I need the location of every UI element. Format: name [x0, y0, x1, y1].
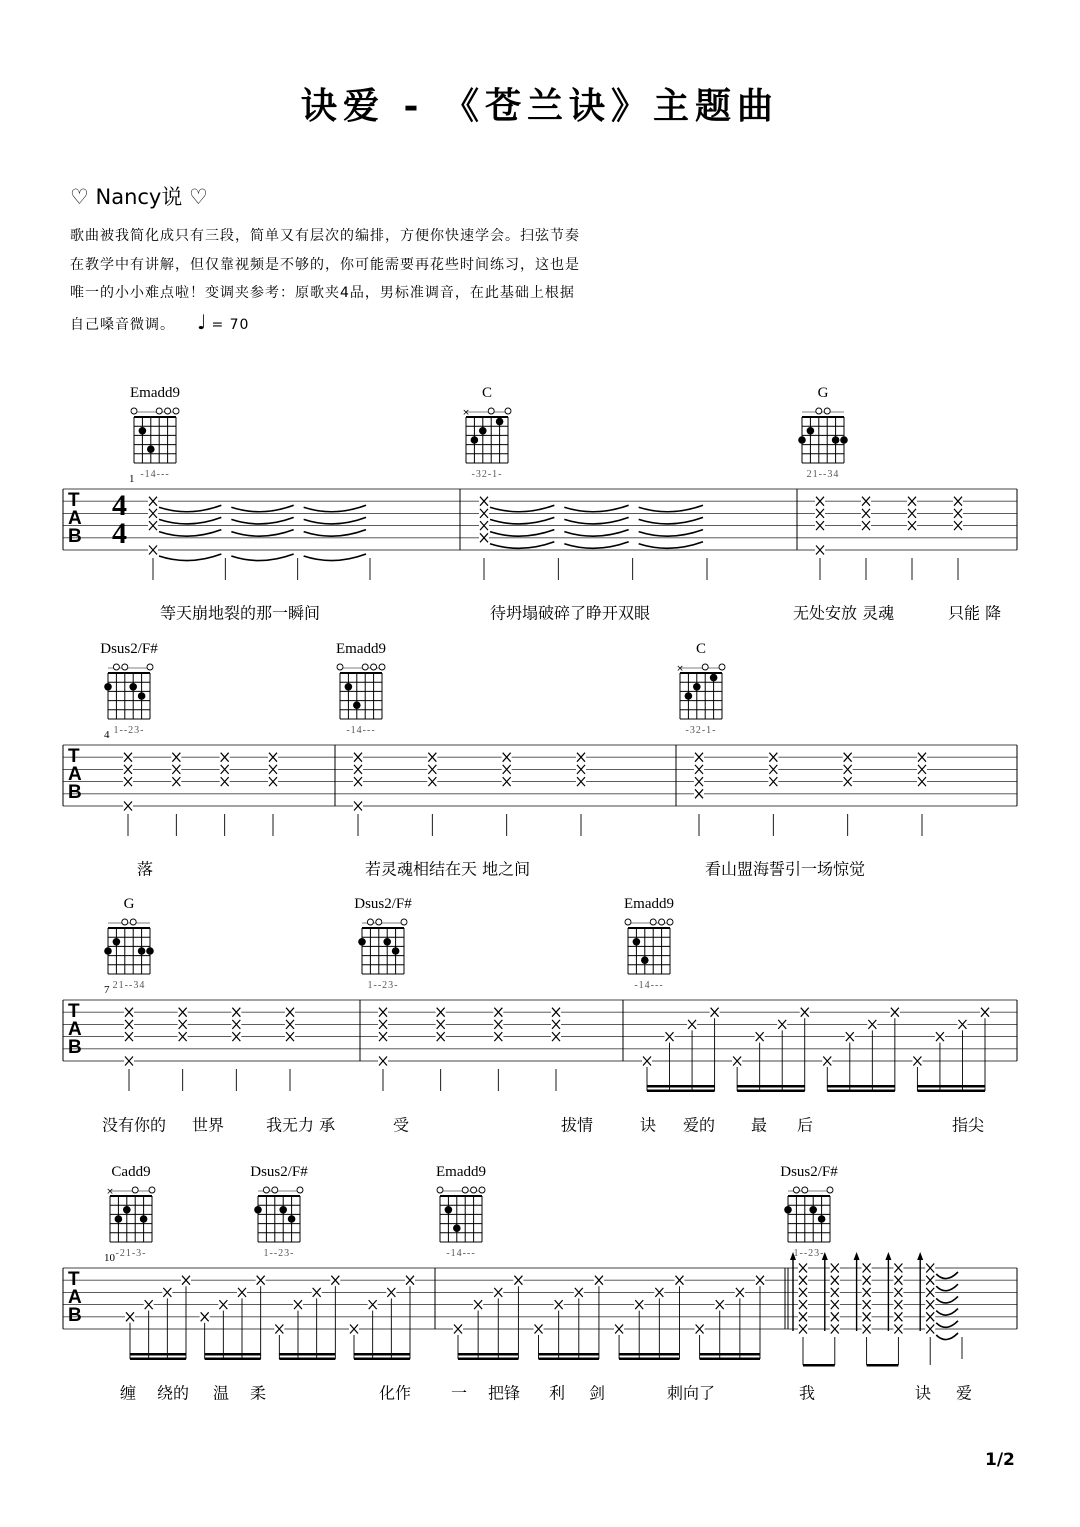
finger-dot [254, 1206, 262, 1214]
chord-diagram [336, 641, 386, 736]
finger-dot [633, 938, 641, 946]
chord-diagram [462, 385, 511, 480]
beam [827, 1090, 895, 1093]
lyric-text: 最 [751, 1115, 768, 1135]
measure-number: 7 [104, 984, 110, 996]
chord-fingering: 1--23- [793, 1248, 825, 1259]
measure-number: 1 [129, 473, 135, 485]
quarter-note-icon: ♩ [197, 309, 208, 334]
chord-fingering: -14--- [446, 1248, 476, 1259]
beam [539, 1358, 599, 1361]
lyric-text: 诀 [640, 1115, 657, 1135]
chord-fingering: 21--34 [112, 980, 146, 991]
open-string-icon [376, 919, 382, 925]
open-string-icon [816, 408, 822, 414]
beam [917, 1085, 985, 1088]
open-string-icon [488, 408, 494, 414]
finger-dot [123, 1206, 131, 1214]
finger-dot [146, 947, 154, 955]
chord-name: C [695, 641, 707, 657]
open-string-icon [659, 919, 665, 925]
open-string-icon [272, 1187, 278, 1193]
open-string-icon [471, 1187, 477, 1193]
finger-dot [693, 683, 701, 691]
finger-dot [784, 1206, 792, 1214]
beam [647, 1085, 715, 1088]
finger-dot [685, 692, 693, 700]
tie-arc [936, 1296, 958, 1303]
tab-clef-letter: T [68, 1269, 80, 1290]
tie-arc [231, 530, 293, 537]
chord-fingering: 21--34 [806, 469, 840, 480]
open-string-icon [650, 919, 656, 925]
chord-diagram [104, 896, 154, 991]
measure [125, 1275, 415, 1360]
beam [647, 1090, 715, 1093]
measure-number: 4 [104, 729, 110, 741]
open-string-icon [827, 1187, 833, 1193]
open-string-icon [625, 919, 631, 925]
finger-dot [471, 436, 479, 444]
open-string-icon [462, 1187, 468, 1193]
lyric-text: 后 [797, 1115, 814, 1135]
lyric-text: 等天崩地裂的那一瞬间 [160, 603, 321, 623]
tie-arc [490, 505, 554, 512]
tie-arc [231, 517, 293, 524]
beam [539, 1353, 599, 1356]
tie-arc [159, 554, 221, 561]
beam [737, 1085, 805, 1088]
beam [130, 1353, 186, 1356]
lyric-text: 把锋 [488, 1383, 521, 1403]
tie-arc [304, 517, 366, 524]
chord-diagram [676, 641, 725, 736]
tie-arc [936, 1309, 958, 1316]
tie-arc [159, 517, 221, 524]
lyric-text: 只能 降 [948, 603, 1002, 623]
finger-dot [710, 674, 718, 682]
chord-name: Dsus2/F# [250, 1164, 308, 1180]
intro-line: 唯一的小小难点啦！变调夹参考：原歌夹4品，男标准调音，在此基础上根据 [70, 285, 575, 301]
tab-clef-letter: T [68, 490, 80, 511]
finger-dot [147, 445, 155, 453]
open-string-icon [667, 919, 673, 925]
beam [279, 1358, 335, 1361]
beam [619, 1353, 679, 1356]
tab-clef-letter: T [68, 1001, 80, 1022]
open-string-icon [173, 408, 179, 414]
chord-fingering: 1--23- [263, 1248, 295, 1259]
finger-dot [104, 947, 112, 955]
open-string-icon [131, 408, 137, 414]
tie-arc [639, 505, 703, 512]
tie-arc [564, 542, 628, 549]
chord-name: Dsus2/F# [100, 641, 158, 657]
finger-dot [383, 938, 391, 946]
chord-name: Emadd9 [436, 1164, 486, 1180]
tie-arc [639, 530, 703, 537]
finger-dot [138, 692, 146, 700]
chord-diagram [354, 896, 412, 991]
chord-diagram [130, 385, 180, 480]
tab-clef-letter: T [68, 746, 80, 767]
tie-arc [639, 542, 703, 549]
lyric-text: 没有你的 [102, 1115, 167, 1135]
tie-arc [564, 530, 628, 537]
tab-clef-letter: A [68, 1287, 82, 1308]
beam [867, 1364, 899, 1367]
open-string-icon [437, 1187, 443, 1193]
intro-line: 歌曲被我简化成只有三段，简单又有层次的编排，方便你快速学会。扫弦节奏 [70, 228, 580, 244]
beam [279, 1353, 335, 1356]
open-string-icon [149, 1187, 155, 1193]
chord-fingering: -14--- [346, 725, 376, 736]
finger-dot [798, 436, 806, 444]
tie-arc [304, 530, 366, 537]
open-string-icon [702, 664, 708, 670]
time-signature-bottom: 4 [112, 517, 127, 550]
tempo-value: = 70 [211, 316, 250, 333]
open-string-icon [367, 919, 373, 925]
measure [453, 1275, 765, 1360]
tie-arc [564, 505, 628, 512]
open-string-icon [165, 408, 171, 414]
tie-arc [639, 517, 703, 524]
chord-name: G [123, 896, 135, 912]
tab-system [63, 1252, 1017, 1367]
chord-name: C [481, 385, 493, 401]
chord-fingering: -32-1- [685, 725, 717, 736]
beam [827, 1085, 895, 1088]
beam [458, 1358, 518, 1361]
tie-arc [304, 554, 366, 561]
song-title: 诀爱 - 《苍兰诀》主题曲 [300, 85, 779, 127]
open-string-icon [337, 664, 343, 670]
open-string-icon [719, 664, 725, 670]
lyric-text: 拔情 [561, 1115, 594, 1135]
open-string-icon [824, 408, 830, 414]
lyric-text: 缠 [120, 1383, 137, 1403]
finger-dot [129, 683, 137, 691]
open-string-icon [122, 919, 128, 925]
intro-line: 在教学中有讲解，但仅靠视频是不够的，你可能需要再花些时间练习，这也是 [70, 256, 580, 273]
finger-dot [140, 1215, 148, 1223]
lyric-text: 落 [137, 859, 154, 879]
muted-string-icon: × [106, 1187, 114, 1197]
beam [130, 1358, 186, 1361]
open-string-icon [263, 1187, 269, 1193]
open-string-icon [802, 1187, 808, 1193]
chord-diagram [250, 1164, 308, 1259]
tie-arc [159, 505, 221, 512]
open-string-icon [793, 1187, 799, 1193]
tab-system [63, 729, 1017, 836]
arrow-head-icon [885, 1252, 891, 1260]
tie-arc [936, 1272, 958, 1279]
finger-dot [138, 947, 146, 955]
intro-line: 自己嗓音微调。 [70, 316, 175, 333]
finger-dot [288, 1215, 296, 1223]
lyric-text: 世界 [192, 1115, 225, 1135]
chord-fingering: 1--23- [367, 980, 399, 991]
open-string-icon [147, 664, 153, 670]
tie-arc [231, 505, 293, 512]
chord-diagram [624, 896, 674, 991]
chord-diagram [780, 1164, 838, 1259]
chord-fingering: -32-1- [471, 469, 503, 480]
finger-dot [139, 427, 147, 435]
finger-dot [392, 947, 400, 955]
open-string-icon [122, 664, 128, 670]
tab-clef-letter: A [68, 1019, 82, 1040]
lyric-text: 爱 [956, 1383, 973, 1403]
page-number: 1/2 [985, 1450, 1015, 1470]
lyric-text: 诀 [915, 1383, 932, 1403]
beam [700, 1353, 760, 1356]
tie-arc [490, 517, 554, 524]
finger-dot [353, 701, 361, 709]
measure-number: 10 [104, 1252, 115, 1264]
lyric-text: 剑 [589, 1383, 606, 1403]
chord-fingering: -14--- [634, 980, 664, 991]
finger-dot [345, 683, 353, 691]
finger-dot [840, 436, 848, 444]
measure [642, 1007, 990, 1092]
beam [700, 1358, 760, 1361]
lyric-text: 绕的 [157, 1383, 190, 1403]
open-string-icon [156, 408, 162, 414]
beam [354, 1353, 410, 1356]
finger-dot [479, 427, 487, 435]
finger-dot [809, 1206, 817, 1214]
tie-arc [936, 1321, 958, 1328]
tie-arc [936, 1284, 958, 1291]
finger-dot [113, 938, 121, 946]
lyric-text: 柔 [250, 1383, 267, 1403]
chord-name: Cadd9 [111, 1164, 151, 1180]
open-string-icon [297, 1187, 303, 1193]
lyric-text: 温 [213, 1383, 230, 1403]
tie-arc [564, 517, 628, 524]
tie-arc [490, 530, 554, 537]
tab-clef-letter: A [68, 764, 82, 785]
finger-dot [104, 683, 112, 691]
lyric-text: 我 [799, 1383, 816, 1403]
arrow-head-icon [917, 1252, 923, 1260]
chord-name: Dsus2/F# [354, 896, 412, 912]
lyric-text: 化作 [379, 1383, 412, 1403]
tab-clef-letter: B [68, 1305, 82, 1326]
beam [354, 1358, 410, 1361]
open-string-icon [479, 1187, 485, 1193]
open-string-icon [130, 919, 136, 925]
tab-clef-letter: A [68, 508, 82, 529]
finger-dot [115, 1215, 123, 1223]
open-string-icon [379, 664, 385, 670]
open-string-icon [362, 664, 368, 670]
open-string-icon [113, 664, 119, 670]
chord-name: Dsus2/F# [780, 1164, 838, 1180]
beam [803, 1364, 835, 1367]
lyric-text: 爱的 [683, 1115, 716, 1135]
finger-dot [279, 1206, 287, 1214]
beam [458, 1353, 518, 1356]
finger-dot [453, 1224, 461, 1232]
finger-dot [358, 938, 366, 946]
chord-name: Emadd9 [130, 385, 180, 401]
finger-dot [807, 427, 815, 435]
beam [737, 1090, 805, 1093]
finger-dot [832, 436, 840, 444]
tie-arc [159, 530, 221, 537]
tie-arc [490, 542, 554, 549]
muted-string-icon: × [676, 664, 684, 674]
tab-system [63, 473, 1017, 580]
tab-clef-letter: B [68, 782, 82, 803]
chord-fingering: -21-3- [115, 1248, 147, 1259]
open-string-icon [132, 1187, 138, 1193]
author-line: ♡ Nancy说 ♡ [70, 185, 208, 209]
finger-dot [641, 956, 649, 964]
chord-diagram [436, 1164, 486, 1259]
chord-name: Emadd9 [624, 896, 674, 912]
tab-system [63, 984, 1017, 1092]
lyric-text: 我无力 承 [266, 1115, 336, 1135]
lyric-text: 受 [393, 1115, 410, 1135]
lyric-text: 一 [451, 1383, 468, 1403]
open-string-icon [505, 408, 511, 414]
finger-dot [496, 418, 504, 426]
chord-name: G [817, 385, 829, 401]
arrow-head-icon [854, 1252, 860, 1260]
lyric-text: 刺向了 [667, 1383, 716, 1403]
lyric-text: 待坍塌破碎了睁开双眼 [490, 603, 651, 623]
tie-arc [936, 1333, 958, 1340]
lyric-text: 看山盟海誓引一场惊觉 [705, 859, 866, 879]
finger-dot [445, 1206, 453, 1214]
tie-arc [231, 554, 293, 561]
measure [790, 1252, 962, 1367]
tie-arc [304, 505, 366, 512]
chord-name: Emadd9 [336, 641, 386, 657]
lyric-text: 无处安放 灵魂 [793, 603, 895, 623]
open-string-icon [401, 919, 407, 925]
lyric-text: 若灵魂相结在天 地之间 [365, 859, 531, 879]
time-signature-top: 4 [112, 489, 127, 522]
lyric-text: 利 [549, 1383, 566, 1403]
beam [619, 1358, 679, 1361]
muted-string-icon: × [462, 408, 470, 418]
chord-fingering: 1--23- [113, 725, 145, 736]
open-string-icon [371, 664, 377, 670]
chord-diagram [106, 1164, 155, 1259]
finger-dot [818, 1215, 826, 1223]
beam [205, 1358, 261, 1361]
tab-clef-letter: B [68, 1037, 82, 1058]
chord-diagram [100, 641, 158, 736]
tab-clef-letter: B [68, 526, 82, 547]
beam [917, 1090, 985, 1093]
beam [205, 1353, 261, 1356]
chord-fingering: -14--- [140, 469, 170, 480]
lyric-text: 指尖 [952, 1115, 985, 1135]
chord-diagram [798, 385, 848, 480]
